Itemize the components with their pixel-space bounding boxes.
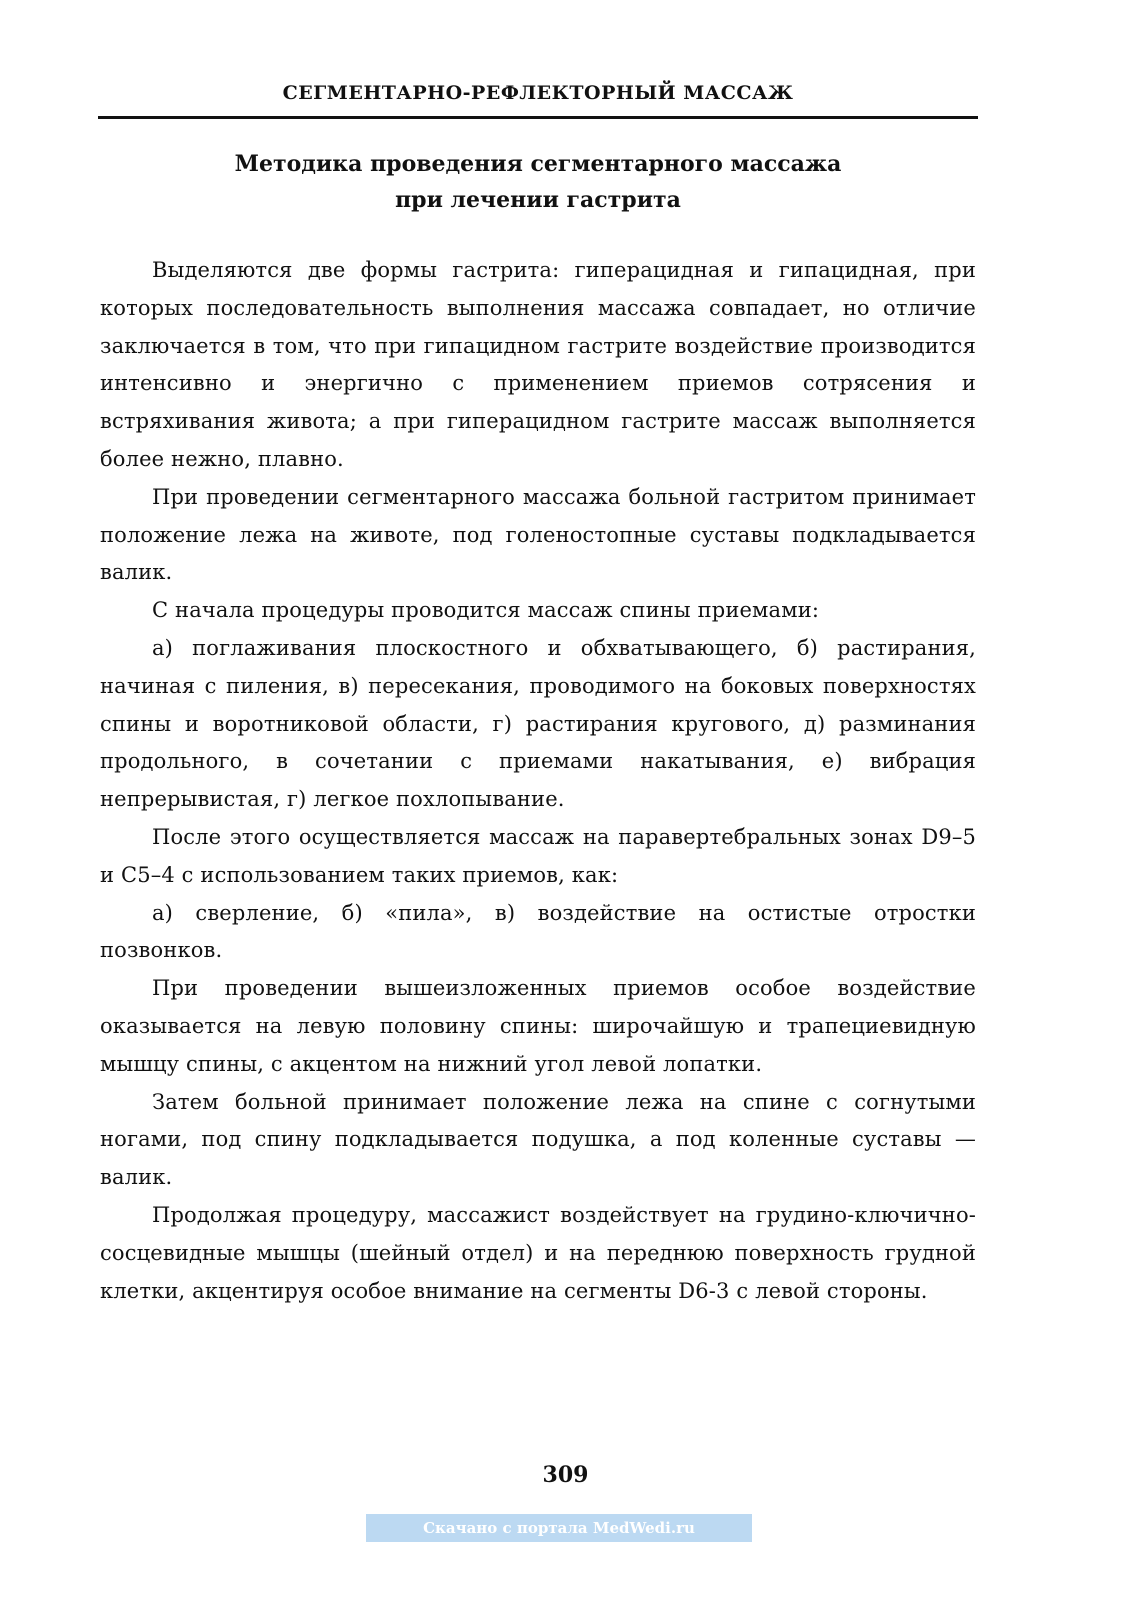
- paragraph: Выделяются две формы гастрита: гиперацидная и гипацидная, при которых последовательность выполнения массажа совпадает, но отличие заключается в том, что при гипацидном гастрите воздействие производится интенсивно и энергично с применением приемов сотрясения и встряхивания живота; а при гиперацидном гастрите массаж выполняется более нежно, плавно.: [100, 258, 976, 471]
- section-title: [98, 146, 978, 218]
- paragraph: С начала процедуры проводится массаж спины приемами:: [152, 598, 820, 623]
- running-header: СЕГМЕНТАРНО-РЕФЛЕКТОРНЫЙ МАССАЖ: [282, 82, 794, 104]
- paragraph: а) поглаживания плоскостного и обхватывающего, б) растирания, начиная с пиления, в) пересекания, проводимого на боковых поверхностях спины и воротниковой области, г) растирания кругового, д) разминания продольного, в сочетании с приемами накатывания, е) вибрация непрерывистая, г) легкое похлопывание.: [100, 635, 976, 812]
- paragraph: Продолжая процедуру, массажист воздействует на грудино-ключично-сосцевидные мышцы (шейный отдел) и на переднюю поверхность грудной клетки, акцентируя особое внимание на сегменты D6-3 с левой стороны.: [100, 1202, 976, 1303]
- source-watermark: Скачано с портала MedWedi.ru: [366, 1514, 752, 1542]
- paragraph: После этого осуществляется массаж на паравертебральных зонах D9–5 и C5–4 с использованием таких приемов, как:: [100, 824, 976, 887]
- body-text: [100, 252, 976, 1310]
- paragraph: Затем больной принимает положение лежа на спине с согнутыми ногами, под спину подкладывается подушка, а под коленные суставы — валик.: [100, 1089, 976, 1190]
- header-rule: [98, 116, 978, 119]
- section-title-line-1: Методика проведения сегментарного массажа: [234, 151, 842, 177]
- paragraph: При проведении вышеизложенных приемов особое воздействие оказывается на левую половину спины: широчайшую и трапециевидную мышцу спины, с акцентом на нижний угол левой лопатки.: [100, 976, 976, 1076]
- paragraph: а) сверление, б) «пила», в) воздействие на остистые отростки позвонков.: [100, 900, 976, 963]
- section-title-line-2: при лечении гастрита: [395, 187, 681, 213]
- paragraph: При проведении сегментарного массажа больной гастритом принимает положение лежа на животе, под голеностопные суставы подкладывается валик.: [100, 484, 976, 585]
- page-number: 309: [542, 1462, 589, 1488]
